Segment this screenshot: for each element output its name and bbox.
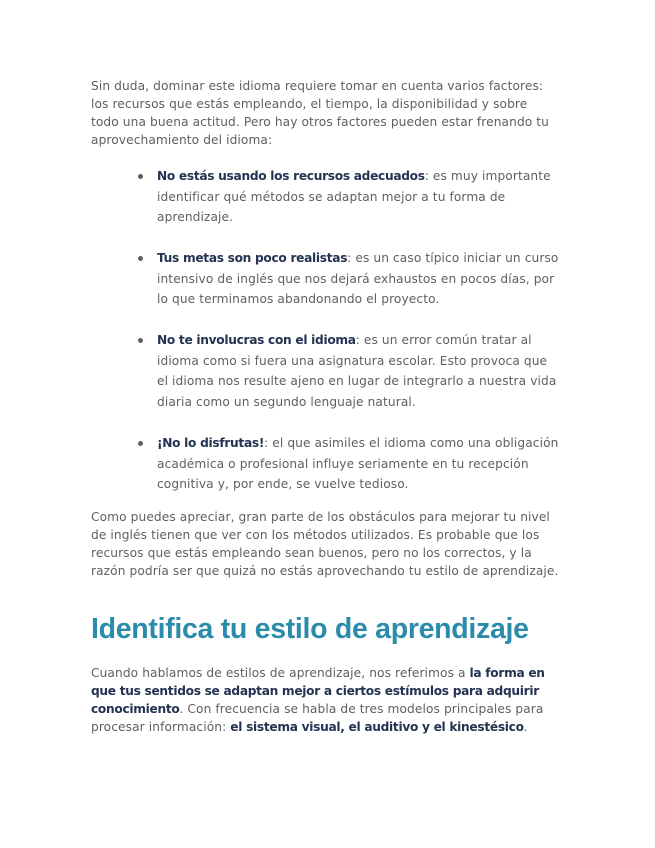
bullet-icon bbox=[138, 338, 143, 343]
summary-paragraph: Como puedes apreciar, gran parte de los obstáculos para mejorar tu nivel de inglés tienen que ver con los métodos utilizados. Es probable que los recursos que estás empleando sean buenos, pero no los correctos, y la razón podría ser que quizá no estás aprovechando tu estilo de aprendizaje. bbox=[91, 510, 559, 578]
bullet-icon bbox=[138, 174, 143, 179]
factor-text: : el que asimiles el idioma como una obligación académica o profesional influye seriamente en tu recepción cognitiva y, por ende, se vuelve tedioso. bbox=[157, 436, 559, 492]
factor-text: : es un error común tratar al idioma como si fuera una asignatura escolar. Esto provoca que el idioma nos resulte ajeno en lugar de integrarlo a nuestra vida diaria como un segundo lenguaje natural. bbox=[157, 333, 557, 410]
intro-section bbox=[91, 77, 559, 149]
section-heading: Identifica tu estilo de aprendizaje bbox=[91, 613, 529, 645]
factor-text: : es muy importante identificar qué métodos se adaptan mejor a tu forma de aprendizaje. bbox=[157, 169, 551, 225]
list-item bbox=[157, 433, 561, 495]
factor-text: : es un caso típico iniciar un curso intensivo de inglés que nos dejará exhaustos en pocos días, por lo que terminamos abandonando el proyecto. bbox=[157, 251, 559, 307]
factor-title: ¡No lo disfrutas! bbox=[157, 436, 265, 450]
list-item bbox=[157, 248, 561, 310]
list-item bbox=[157, 166, 561, 228]
styles-text-1: Cuando hablamos de estilos de aprendizaje, nos referimos a bbox=[91, 666, 470, 680]
intro-paragraph: Sin duda, dominar este idioma requiere tomar en cuenta varios factores: los recursos que estás empleando, el tiempo, la disponibilidad y sobre todo una buena actitud. Pero hay otros factores pueden estar frenando tu aprovechamiento del idioma: bbox=[91, 79, 550, 147]
styles-paragraph bbox=[91, 664, 559, 736]
styles-section bbox=[91, 664, 559, 736]
bullet-icon bbox=[138, 256, 143, 261]
styles-text-2: . Con frecuencia se habla de tres modelos principales para procesar información: bbox=[91, 702, 544, 734]
styles-emphasis-2: el sistema visual, el auditivo y el kinestésico bbox=[230, 720, 524, 734]
styles-text-3: . bbox=[523, 720, 528, 734]
bullet-icon bbox=[138, 441, 143, 446]
summary-section bbox=[91, 508, 559, 580]
factor-title: No estás usando los recursos adecuados bbox=[157, 169, 425, 183]
styles-emphasis-1: la forma en que tus sentidos se adaptan mejor a ciertos estímulos para adquirir conocimiento bbox=[91, 666, 545, 716]
factors-section bbox=[91, 166, 559, 496]
factor-title: Tus metas son poco realistas bbox=[157, 251, 348, 265]
factor-title: No te involucras con el idioma bbox=[157, 333, 356, 347]
list-item bbox=[157, 330, 561, 413]
